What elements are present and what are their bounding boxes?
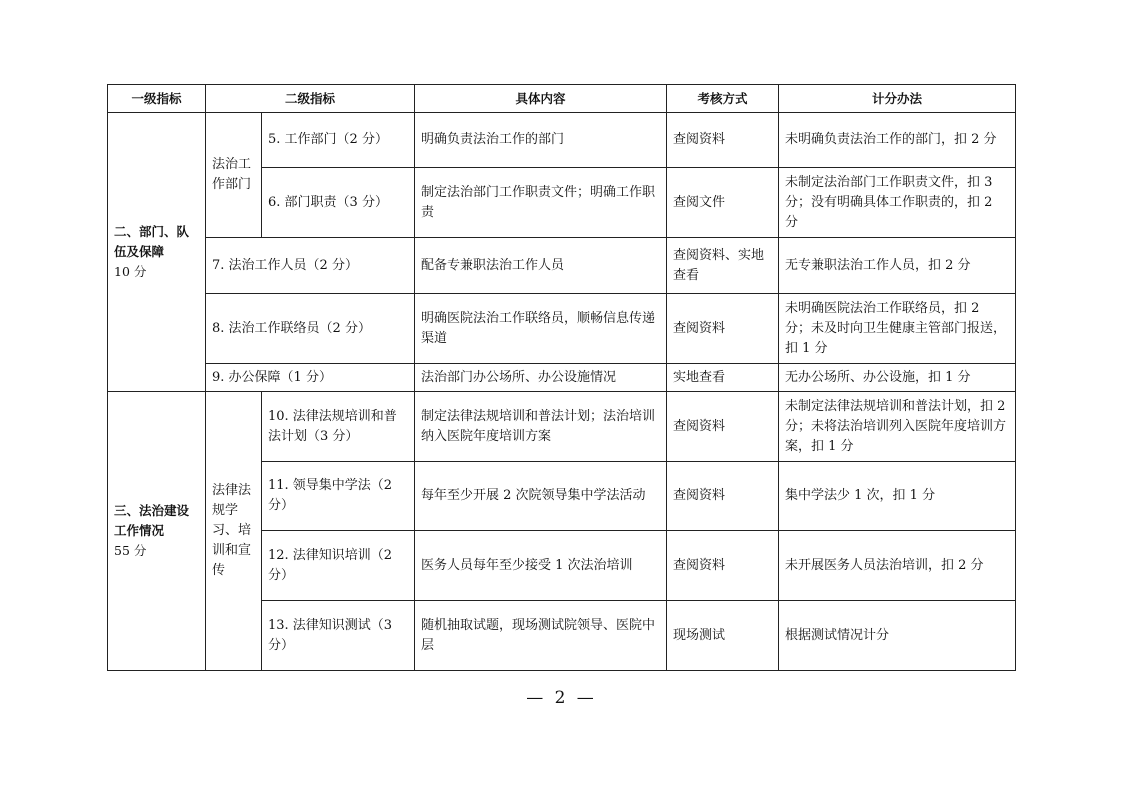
header-method: 考核方式 <box>667 85 779 113</box>
header-level1: 一级指标 <box>108 85 206 113</box>
table-row <box>108 392 1016 462</box>
content-cell: 法治部门办公场所、办公设施情况 <box>415 364 667 392</box>
method-cell: 查阅资料 <box>667 392 779 462</box>
content-cell: 制定法律法规培训和普法计划；法治培训纳入医院年度培训方案 <box>415 392 667 462</box>
method-cell: 查阅文件 <box>667 168 779 238</box>
category-cell: 法律法规学习、培训和宣传 <box>206 392 262 671</box>
section-name: 二、部门、队伍及保障 <box>114 224 190 259</box>
category-cell: 法治工作部门 <box>206 113 262 238</box>
section-score: 10 分 <box>114 264 147 279</box>
table-row <box>108 294 1016 364</box>
section-cell <box>108 392 206 671</box>
section-score: 55 分 <box>114 543 147 558</box>
scoring-cell: 无办公场所、办公设施，扣 1 分 <box>779 364 1016 392</box>
item-cell: 5. 工作部门（2 分） <box>262 113 415 168</box>
assessment-table <box>107 84 1016 671</box>
item-cell: 10. 法律法规培训和普法计划（3 分） <box>262 392 415 462</box>
scoring-cell: 集中学法少 1 次，扣 1 分 <box>779 462 1016 531</box>
scoring-cell: 未开展医务人员法治培训，扣 2 分 <box>779 531 1016 601</box>
method-cell: 查阅资料、实地查看 <box>667 238 779 294</box>
table-row <box>108 364 1016 392</box>
method-cell: 查阅资料 <box>667 531 779 601</box>
item-cell: 8. 法治工作联络员（2 分） <box>206 294 415 364</box>
item-cell: 9. 办公保障（1 分） <box>206 364 415 392</box>
item-cell: 12. 法律知识培训（2 分） <box>262 531 415 601</box>
section-name: 三、法治建设工作情况 <box>114 503 190 538</box>
content-cell: 随机抽取试题，现场测试院领导、医院中层 <box>415 601 667 671</box>
page-number: — 2 — <box>526 688 597 708</box>
method-cell: 查阅资料 <box>667 113 779 168</box>
header-level2: 二级指标 <box>206 85 415 113</box>
table-row <box>108 113 1016 168</box>
item-cell: 7. 法治工作人员（2 分） <box>206 238 415 294</box>
content-cell: 明确负责法治工作的部门 <box>415 113 667 168</box>
scoring-cell: 根据测试情况计分 <box>779 601 1016 671</box>
method-cell: 实地查看 <box>667 364 779 392</box>
method-cell: 查阅资料 <box>667 294 779 364</box>
content-cell: 制定法治部门工作职责文件；明确工作职责 <box>415 168 667 238</box>
header-scoring: 计分办法 <box>779 85 1016 113</box>
content-cell: 明确医院法治工作联络员，顺畅信息传递渠道 <box>415 294 667 364</box>
scoring-cell: 未明确负责法治工作的部门，扣 2 分 <box>779 113 1016 168</box>
scoring-cell: 未制定法律法规培训和普法计划，扣 2 分；未将法治培训列入医院年度培训方案，扣 1 分 <box>779 392 1016 462</box>
content-cell: 每年至少开展 2 次院领导集中学法活动 <box>415 462 667 531</box>
section-cell <box>108 113 206 392</box>
item-cell: 6. 部门职责（3 分） <box>262 168 415 238</box>
scoring-cell: 无专兼职法治工作人员，扣 2 分 <box>779 238 1016 294</box>
item-cell: 11. 领导集中学法（2 分） <box>262 462 415 531</box>
method-cell: 现场测试 <box>667 601 779 671</box>
header-content: 具体内容 <box>415 85 667 113</box>
scoring-cell: 未明确医院法治工作联络员，扣 2 分；未及时向卫生健康主管部门报送，扣 1 分 <box>779 294 1016 364</box>
table-row <box>108 238 1016 294</box>
content-cell: 配备专兼职法治工作人员 <box>415 238 667 294</box>
content-cell: 医务人员每年至少接受 1 次法治培训 <box>415 531 667 601</box>
item-cell: 13. 法律知识测试（3 分） <box>262 601 415 671</box>
method-cell: 查阅资料 <box>667 462 779 531</box>
scoring-cell: 未制定法治部门工作职责文件，扣 3 分；没有明确具体工作职责的，扣 2 分 <box>779 168 1016 238</box>
table-header-row <box>108 85 1016 113</box>
